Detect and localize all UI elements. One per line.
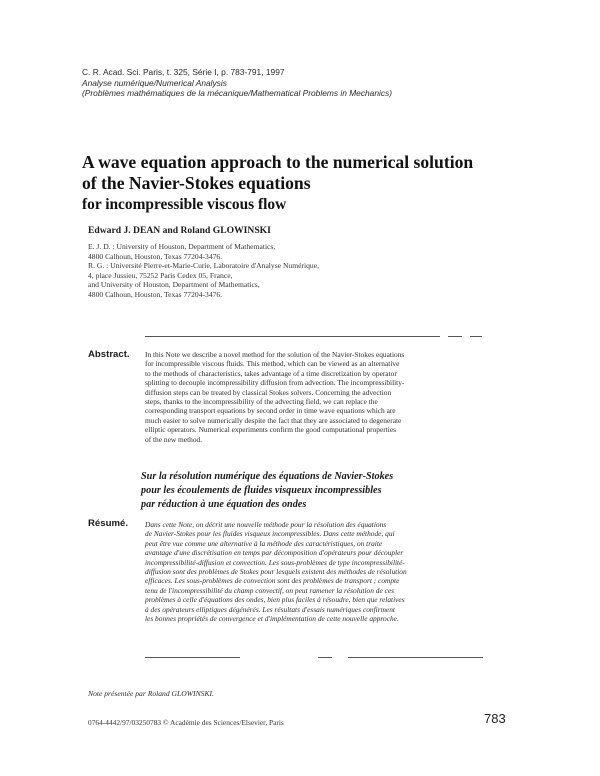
note-prefix: Note présentée par [88, 689, 146, 698]
abstract-body [145, 350, 503, 444]
divider-rule [145, 336, 440, 337]
french-title-line-3: par réduction à une équation des ondes [141, 498, 307, 510]
resume-line: avantage d'une discrétisation en temps par décomposition d'opérateurs pour découpler [145, 548, 404, 558]
title-line-1: A wave equation approach to the numerical solution [82, 152, 474, 172]
title-line-2: of the Navier-Stokes equations [82, 173, 311, 193]
divider-rule [318, 657, 332, 658]
affiliation-line: and University of Houston, Department of Mathematics, [88, 280, 260, 290]
resume-line: incompressibilité-diffusion et convection. Les sous-problèmes de type incompressibilité- [145, 557, 405, 567]
resume-line: problèmes à celle d'équations des ondes, bien plus faciles à résoudre, bien que relatives [145, 595, 405, 605]
paper-title [82, 152, 542, 215]
resume-body [145, 520, 503, 623]
subsection-heading: (Problèmes mathématiques de la mécanique/Mathematical Problems in Mechanics) [82, 88, 393, 98]
resume-line: diffusion sont des problèmes de Stokes pour lesquels existent des méthodes de résolution [145, 567, 407, 577]
abstract-line: steps, thanks to the incompressibility of the advecting field, we can replace the [145, 397, 378, 407]
abstract-line: splitting to decouple incompressibility diffusion from advection. The incompressibility- [145, 378, 405, 388]
resume-line: Dans cette Note, on décrit une nouvelle méthode pour la résolution des équations [145, 520, 387, 529]
presentation-note [88, 689, 214, 698]
divider-rule [348, 657, 483, 658]
copyright-line: 0764-4442/97/03250783 © Académie des Sciences/Elsevier, Paris [88, 718, 284, 727]
authors: Edward J. DEAN and Roland GLOWINSKI [88, 225, 271, 236]
journal-header [82, 67, 392, 99]
abstract-label: Abstract. [88, 349, 130, 360]
affiliation-line: 4800 Calhoun, Houston, Texas 77204-3476. [88, 251, 223, 261]
note-presenter: Roland GLOWINSKI. [147, 689, 214, 698]
resume-line: à des opérateurs elliptiques dégénérés. Les résultats d'essais numériques confirment [145, 604, 395, 614]
divider-rule [145, 657, 240, 658]
abstract-line: In this Note we describe a novel method for the solution of the Navier-Stokes equations [145, 350, 405, 359]
resume-line: de Navier-Stokes pour les fluides visqueux incompressibles. Dans cette méthode, qui [145, 529, 395, 539]
abstract-line: for incompressible viscous fluids. This method, which can be viewed as an alternative [145, 359, 400, 369]
affiliation-line: 4800 Calhoun, Houston, Texas 77204-3476. [88, 289, 223, 299]
divider-rule [470, 336, 482, 337]
abstract-line: to the methods of characteristics, takes advantage of a time discretization by operator [145, 368, 397, 378]
resume-line: efficaces. Les sous-problèmes de convection sont des problèmes de transport ; compte [145, 576, 400, 586]
abstract-line: diffusion steps can be treated by classical Stokes solvers. Concerning the advection [145, 387, 392, 397]
affiliation-line: E. J. D. : University of Houston, Department of Mathematics, [88, 242, 276, 251]
affiliation-line: R. G. : Université Pierre-et-Marie-Curie, Laboratoire d'Analyse Numérique, [88, 261, 320, 271]
title-line-3: for incompressible viscous flow [82, 196, 287, 213]
divider-rule [448, 336, 462, 337]
abstract-line: much easier to solve numerically despite the fact that they are associated to degenerate [145, 415, 402, 425]
french-title-line-2: pour les écoulements de fluides visqueux incompressibles [141, 484, 382, 496]
french-title-line-1: Sur la résolution numérique des équations de Navier-Stokes [141, 471, 394, 482]
abstract-line: corresponding transport equations by second order in time wave equations which are [145, 406, 396, 416]
affiliations [88, 242, 319, 300]
abstract-line: elliptic operators. Numerical experiments confirm the good computational properties [145, 425, 396, 435]
resume-line: tenu de l'incompressibilité du champ convectif, on peut ramener la résolution de ces [145, 585, 395, 595]
french-title [141, 470, 501, 511]
journal-citation: C. R. Acad. Sci. Paris, t. 325, Série I, p. 783-791, 1997 [82, 67, 285, 77]
resume-label: Résumé. [88, 518, 128, 529]
resume-line: les bonnes propriétés de convergence et d'implémentation de cette nouvelle approche. [145, 614, 399, 624]
abstract-line: of the new method. [145, 434, 203, 444]
affiliation-line: 4, place Jussieu, 75252 Paris Cedex 05, France, [88, 270, 233, 280]
page-number: 783 [484, 711, 506, 726]
section-heading: Analyse numérique/Numerical Analysis [82, 77, 227, 88]
resume-line: peut être vue comme une alternative à la méthode des caractéristiques, on traite [145, 538, 383, 548]
